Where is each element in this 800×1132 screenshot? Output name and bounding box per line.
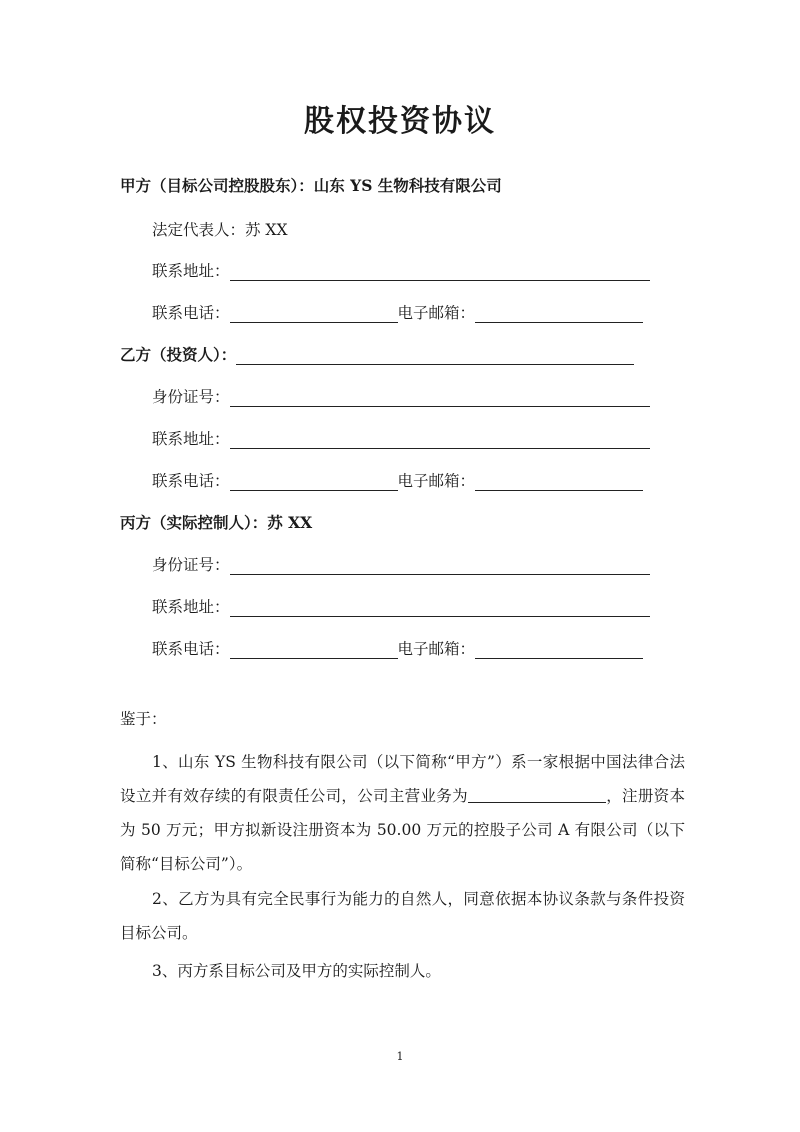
party-c-address-blank[interactable] bbox=[230, 600, 650, 617]
party-a-rep: 法定代表人：苏 XX bbox=[152, 221, 288, 239]
party-c-id-blank[interactable] bbox=[230, 558, 650, 575]
party-a-label: 甲方（目标公司控股股东）：山东 YS 生物科技有限公司 bbox=[120, 176, 502, 195]
party-a-address-line bbox=[152, 261, 650, 281]
party-c-id-label: 身份证号： bbox=[152, 556, 230, 574]
page-number: 1 bbox=[396, 1050, 404, 1063]
party-a-address-label: 联系地址： bbox=[152, 262, 230, 280]
party-c-label: 丙方（实际控制人）：苏 XX bbox=[120, 513, 313, 532]
party-b-address-label: 联系地址： bbox=[152, 430, 230, 448]
party-a-contact-line bbox=[152, 303, 643, 323]
clause-1 bbox=[120, 745, 685, 881]
party-c-email-label: 电子邮箱： bbox=[397, 640, 476, 658]
party-a-phone-blank[interactable] bbox=[230, 306, 398, 323]
party-b-phone-label: 联系电话： bbox=[152, 472, 230, 490]
party-b-label: 乙方（投资人）： bbox=[120, 345, 237, 364]
party-c-phone-blank[interactable] bbox=[230, 642, 398, 659]
party-b-phone-blank[interactable] bbox=[230, 474, 398, 491]
party-b-address-blank[interactable] bbox=[230, 432, 650, 449]
clause-1-text-a: 1、山东 YS 生物科技有限公司（以下简称“甲方”）系一家根据中国法律合法设立并有效存续的有限责任公司，公司主营业务为 bbox=[120, 753, 685, 805]
party-c-address-line bbox=[152, 597, 650, 617]
party-a-email-blank[interactable] bbox=[475, 306, 643, 323]
party-b-contact-line bbox=[152, 471, 643, 491]
clause-1-text-b: ，注册资本为 50 万元；甲方拟新设注册资本为 50.00 万元的控股子公司 A 有限公司（以下简称“目标公司”）。 bbox=[120, 787, 685, 873]
party-b-email-label: 电子邮箱： bbox=[397, 472, 476, 490]
party-b-id-line bbox=[152, 387, 650, 407]
party-c-contact-line bbox=[152, 639, 643, 659]
party-b-id-blank[interactable] bbox=[230, 390, 650, 407]
party-c-heading bbox=[120, 513, 312, 533]
party-b-email-blank[interactable] bbox=[475, 474, 643, 491]
clause-3: 3、丙方系目标公司及甲方的实际控制人。 bbox=[152, 962, 441, 980]
party-b-address-line bbox=[152, 429, 650, 449]
document-title: 股权投资协议 bbox=[304, 104, 496, 139]
party-b-heading bbox=[120, 345, 634, 365]
party-a-phone-label: 联系电话： bbox=[152, 304, 230, 322]
whereas-label: 鉴于： bbox=[120, 710, 167, 728]
party-c-address-label: 联系地址： bbox=[152, 598, 230, 616]
party-a-heading bbox=[120, 176, 502, 196]
clause-2: 2、乙方为具有完全民事行为能力的自然人，同意依据本协议条款与条件投资目标公司。 bbox=[120, 890, 685, 942]
party-b-name-blank[interactable] bbox=[236, 348, 634, 365]
party-a-email-label: 电子邮箱： bbox=[397, 304, 476, 322]
party-c-email-blank[interactable] bbox=[475, 642, 643, 659]
party-c-phone-label: 联系电话： bbox=[152, 640, 230, 658]
party-a-rep-line bbox=[152, 220, 288, 240]
party-c-id-line bbox=[152, 555, 650, 575]
party-a-address-blank[interactable] bbox=[230, 264, 650, 281]
party-b-id-label: 身份证号： bbox=[152, 388, 230, 406]
main-business-blank[interactable] bbox=[468, 786, 606, 803]
